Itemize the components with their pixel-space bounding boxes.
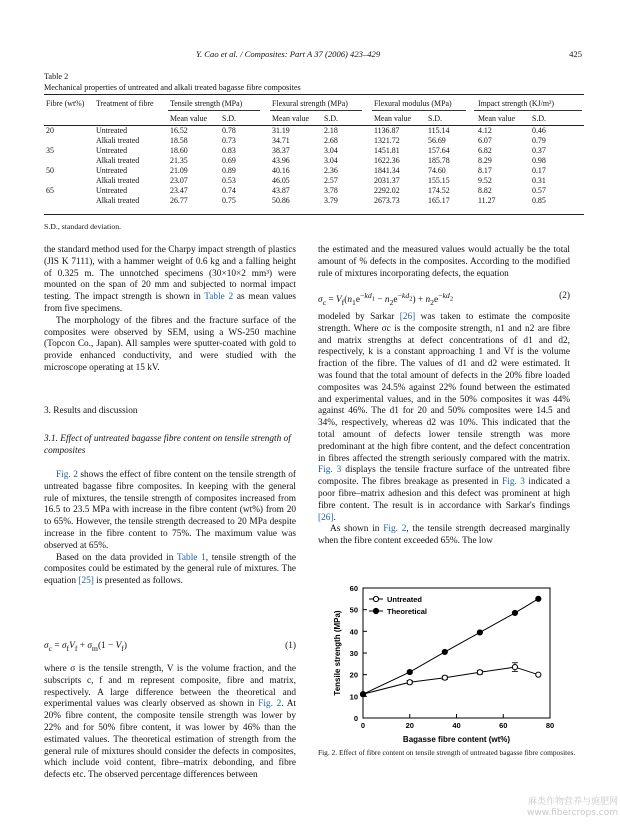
table-cell: 74.60 [428,166,446,176]
cross-reference[interactable]: Fig. 2 [56,470,78,480]
paragraph: As shown in Fig. 2, the tensile strength decreased marginally when the fibre content exceeded 65%. The low [318,524,570,547]
table-cell: 3.79 [324,196,338,206]
table-cell: 2673.73 [374,196,400,206]
equation-body: $\sigma_c = \sigma_fV_f + \sigma_m(1 - V_f)$ [44,641,127,653]
header-sd: S.D. [222,114,237,124]
running-title: Y. Cao et al. / Composites: Part A 37 (2006) 423–429 [196,49,381,59]
table-cell: 0.85 [532,196,546,206]
table-cell: 0.98 [532,156,546,166]
table-cell: 8.29 [478,156,492,166]
table-cell: Alkali treated [96,156,140,166]
paragraph: the standard method used for the Charpy impact strength of plastics (JIS K 7111), with a hammer weight of 0.6 kg and a falling height of 0.325 m. The unnotched specimens (30×10×2 mm³) were mounted on the span of 20 mm and subjected to normal impact testing. The impact strength is shown in Table 2 as mean values from five specimens. [44,245,296,314]
cross-reference[interactable]: [25] [78,576,94,587]
cross-reference[interactable]: Fig. 3 [318,465,342,476]
table-cell: 35 [46,146,54,156]
legend-label: Untreated [387,595,423,604]
left-column [44,245,296,375]
table-title: Mechanical properties of untreated and alkali treated bagasse fibre composites [44,82,301,92]
table-cell: 0.73 [222,136,236,146]
left-column-body [44,470,296,588]
x-tick-label: 0 [360,721,366,730]
table-cell: 8.82 [478,186,492,196]
paragraph: modeled by Sarkar [26] was taken to estimate the composite strength. Where σc is the composite strength, n1 and n2 are fibre and matrix strengths at defect concentrations of d1 and d2, respectively, k is a constant approaching 1 and Vf is the volume fraction of the fibre. The values of d1 and d2 were estimated. It was found that the total amount of defects in the 20% fibre loaded composites was 24.5% against 22% found between the estimated and experimental values, and in the 50% composites it was 44% against 46%. The d1 for 20 and 50% composites were 14.5 and 34%, respectively, whereas d2 was 10%. This indicated that the total amount of defects lower tensile strength was more predominant at the high fibre content, and the defect concentration in fibres affected the strength seriously compared with the matrix. Fig. 3 displays the tensile fracture surface of the untreated fibre composite. The fibres breakage as presented in Fig. 3 indicated a poor fibre–matrix adhesion and this defect was prominent at high fibre content. The result is in accordance with Sarkar's findings [26]. [318,312,571,523]
cross-reference[interactable]: Fig. 2 [258,699,282,710]
header-mean: Mean value [374,114,412,124]
legend-marker [373,608,378,613]
header-impact: Impact strength (KJ/m²) [478,99,554,109]
table-cell: Alkali treated [96,176,140,186]
table-cell: 1136.87 [374,126,400,136]
table-cell: 31.19 [272,126,290,136]
table-cell: 3.78 [324,186,338,196]
table-cell: 157.64 [428,146,450,156]
data-point [407,669,412,674]
page-number: 425 [569,49,582,59]
table-cell: 2.36 [324,166,338,176]
table-cell: 185.78 [428,156,450,166]
data-point [442,649,447,654]
table-cell: 174.52 [428,186,450,196]
table-cell: 21.09 [170,166,188,176]
table-cell: 38.37 [272,146,290,156]
table-cell: 50.86 [272,196,290,206]
table-cell: 0.37 [532,146,546,156]
header-sd: S.D. [428,114,443,124]
table-cell: 3.04 [324,146,338,156]
table-row [44,156,584,166]
header-fibre: Fibre (wt%) [46,99,85,109]
table-cell: 2.18 [324,126,338,136]
x-tick-label: 60 [499,721,508,730]
table-cell: 165.17 [428,196,450,206]
data-point [442,675,447,680]
cross-reference[interactable]: [26] [318,512,334,523]
table-cell: 21.35 [170,156,188,166]
table-cell: 11.27 [478,196,496,206]
table-cell: 2031.37 [374,176,400,186]
table-cell: 2.57 [324,176,338,186]
table-cell: 2.68 [324,136,338,146]
legend-marker [373,596,378,601]
subsection-heading: 3.1. Effect of untreated bagasse fibre content on tensile strength of composites [44,434,291,456]
header-mean: Mean value [170,114,208,124]
table-row [44,196,584,206]
figure-2-chart [318,578,580,746]
table-cell: 1321.72 [374,136,400,146]
table-cell: Untreated [96,126,128,136]
paragraph: The morphology of the fibres and the fracture surface of the composites were observed by SEM, using a WS-250 machine (Topcon Co., Japan). All samples were sputter-coated with gold to provide enhanced conductivity, and were studied with the microscope operating at 15 kV. [44,315,296,373]
x-axis-label: Bagasse fibre content (wt%) [402,735,511,744]
table-row [44,186,584,196]
header-treatment: Treatment of fibre [96,99,154,109]
table-cell: 23.07 [170,176,188,186]
y-tick-label: 10 [349,692,358,702]
table-cell: 4.12 [478,126,492,136]
data-point [512,664,517,669]
y-axis-label: Tensile strength (MPa) [333,610,342,696]
paragraph: the estimated and the measured values would actually be the total amount of % defects in the composites. According to the modified rule of mixtures incorporating defects, the equation [318,245,570,279]
properties-table [44,96,584,206]
table-cell: 2292.02 [374,186,400,196]
watermark-line: 麻类作物营养与施肥网 [527,797,618,807]
data-point [536,596,541,601]
table-cell: 43.87 [272,186,290,196]
header-flexural-modulus: Flexural modulus (MPa) [374,99,452,109]
table-cell: 20 [46,126,54,136]
cross-reference[interactable]: Fig. 3 [502,477,525,488]
table-cell: 0.89 [222,166,236,176]
table-cell: 1451.81 [374,146,400,156]
figure-caption: Fig. 2. Effect of fibre content on tensile strength of untreated bagasse fibre composites. [318,748,576,757]
legend-label: Theoretical [387,607,428,616]
table-cell: 0.83 [222,146,236,156]
table-cell: Alkali treated [96,196,140,206]
table-row [44,176,584,186]
paragraph: Based on the data provided in Table 1, tensile strength of the composites could be estimated by the general rule of mixtures. The equation [25] is presented as follows. [44,552,296,587]
x-tick-label: 80 [545,721,555,730]
y-tick-label: 60 [349,584,358,593]
right-column [318,245,570,280]
table-cell: 0.75 [222,196,236,206]
cross-reference[interactable]: [26] [399,312,416,322]
table-cell: 18.58 [170,136,188,146]
equation-2 [318,291,570,307]
table-cell: 50 [46,166,54,176]
table-cell: 8.17 [478,166,492,176]
table-footnote: S.D., standard deviation. [44,222,122,231]
table-cell: 1622.36 [374,156,400,166]
equation-number: (1) [285,641,296,651]
table-cell: 0.17 [532,166,546,176]
table-top-rule [44,94,584,95]
table-cell: 0.53 [222,176,236,186]
table-cell [44,196,94,206]
header-mean: Mean value [272,114,310,124]
table-cell: 43.96 [272,156,290,166]
left-column-tail [44,664,296,782]
table-cell: 1841.34 [374,166,400,176]
table-cell [44,136,94,146]
y-tick-label: 0 [353,714,358,723]
watermark [488,797,618,819]
header-flexural-strength: Flexural strength (MPa) [272,99,348,109]
table-cell: 0.74 [222,186,236,196]
table-cell: 16.52 [170,126,188,136]
table-cell: 40.16 [272,166,290,176]
table-cell [44,176,94,186]
y-tick-label: 50 [349,605,358,615]
table-cell: Alkali treated [96,136,140,146]
equation-body: $\sigma_c = V_f(n_1e^{-kd_1} - n_2e^{-kd_2}) + n_2e^{-kd_2}$ [318,291,454,307]
table-cell: 0.78 [222,126,236,136]
table-cell: 115.14 [428,126,450,136]
table-cell: Untreated [96,146,128,156]
table-cell: 0.79 [532,136,546,146]
table-row [44,146,584,156]
table-cell: 0.69 [222,156,236,166]
table-cell: 56.69 [428,136,446,146]
table-cell: 18.60 [170,146,188,156]
header-sd: S.D. [324,114,339,124]
paragraph: where σ is the tensile strength, V is the volume fraction, and the subscripts c, f and m represent composite, fibre and matrix, respectively. A large difference between the theoretical and experimental values was clearly observed as shown in Fig. 2. At 20% fibre content, the composite tensile strength was lower by 22% and for 50% fibre content, it was lower by 46% than the estimated values. The theoretical estimation of strength from the general rule of mixtures should consider the defects in composites, which include void content, fibre–matrix debonding, and fibre defects etc. The observed percentage differences between [44,664,296,781]
data-point [477,670,482,675]
data-point [477,630,482,635]
right-column-body [318,312,570,548]
table-cell: 46.05 [272,176,290,186]
table-cell: Untreated [96,186,128,196]
data-point [536,672,541,677]
table-row [44,126,584,136]
equation-1 [44,641,296,653]
cross-reference[interactable]: Table 2 [204,292,234,303]
y-tick-label: 20 [349,670,358,680]
table-cell: Untreated [96,166,128,176]
table-caption [44,72,584,93]
table-bottom-rule [44,214,584,215]
y-tick-label: 30 [349,649,358,658]
table-cell: 0.31 [532,176,546,186]
data-point [512,610,517,615]
y-tick-label: 40 [349,627,358,637]
watermark-line: www.fibercrops.com [527,808,618,818]
table-cell: 23.47 [170,186,188,196]
header-mean: Mean value [478,114,516,124]
paragraph: Fig. 2 shows the effect of fibre content on the tensile strength of untreated bagasse fibre composites. In keeping with the general rule of mixtures, the tensile strength of composites increased from 16.5 to 23.5 MPa with increase in the fibre content (wt%) from 20 to 65%. However, the tensile strength decreased to 20 MPa despite increase in the fibre content to 75%. The maximum value was observed at 65%. [44,470,296,551]
table-cell: 9.52 [478,176,492,186]
table-cell: 34.71 [272,136,290,146]
data-point [407,680,412,685]
x-tick-label: 40 [452,721,461,730]
table-row [44,166,584,176]
table-cell: 0.57 [532,186,546,196]
x-tick-label: 20 [405,721,414,730]
header-sd: S.D. [532,114,547,124]
table-cell: 155.15 [428,176,450,186]
table-label: Table 2 [44,72,69,81]
cross-reference[interactable]: Table 1 [176,552,206,563]
table-cell [44,156,94,166]
equation-number: (2) [559,291,570,301]
table-cell: 6.07 [478,136,492,146]
table-cell: 65 [46,186,54,196]
table-cell: 6.82 [478,146,492,156]
table-cell: 0.46 [532,126,546,136]
header-tensile: Tensile strength (MPa) [170,99,243,109]
cross-reference[interactable]: Fig. 2 [383,524,407,535]
section-heading: 3. Results and discussion [44,406,138,416]
table-cell: 3.04 [324,156,338,166]
table-cell: 26.77 [170,196,188,206]
table-row [44,136,584,146]
data-point [360,692,365,697]
